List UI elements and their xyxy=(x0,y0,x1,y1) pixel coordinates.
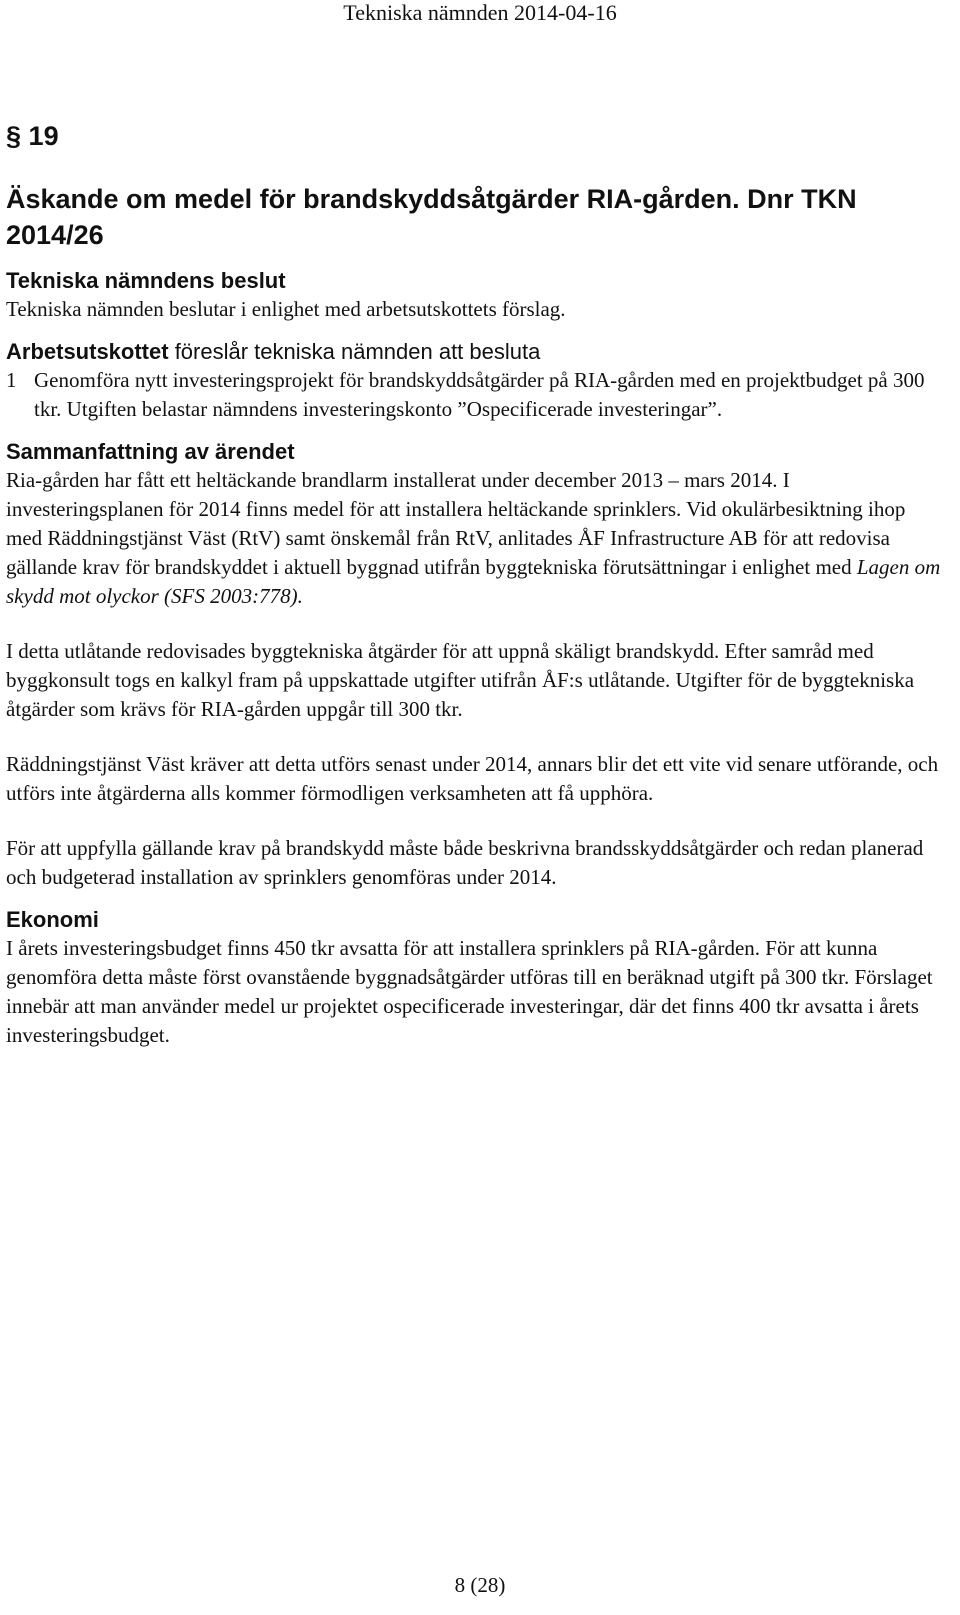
proposal-item-number: 1 xyxy=(6,368,17,392)
proposal-item-text: Genomföra nytt investeringsprojekt för brandskyddsåtgärder på RIA-gården med en projektbudget på 300 tkr. Utgiften belastar nämndens investeringskonto ”Ospecificerade investeringar”. xyxy=(34,368,925,421)
summary-paragraph-1 xyxy=(6,466,946,611)
economy-text: I årets investeringsbudget finns 450 tkr avsatta för att installera sprinklers på RIA-gården. För att kunna genomföra detta måste först ovanstående byggnadsåtgärder utföras till en beräknad utgift på 300 tkr. Förslaget innebär att man använder medel ur projektet ospecificerade investeringar, där det finns 400 tkr avsatta i årets investeringsbudget. xyxy=(6,936,933,1047)
case-title: Äskande om medel för brandskyddsåtgärder RIA-gården. Dnr TKN 2014/26 xyxy=(6,184,857,250)
paragraph-symbol: § xyxy=(6,121,22,151)
document-body xyxy=(6,113,946,1050)
economy-heading: Ekonomi xyxy=(6,907,99,932)
proposal-heading-rest: föreslår tekniska nämnden att besluta xyxy=(168,339,541,364)
proposal-heading-bold: Arbetsutskottet xyxy=(6,339,169,364)
summary-p1-main: Ria-gården har fått ett heltäckande brandlarm installerat under december 2013 – mars 2014. I investeringsplanen för 2014 finns medel för att installera heltäckande sprinklers. Vid okulärbesiktning ihop med Räddningstjänst Väst (RtV) samt önskemål från RtV, anlitades ÅF Infrastructure AB för att redovisa gällande krav för brandskyddet i aktuell byggnad utifrån byggtekniska förutsättningar i enlighet med xyxy=(6,468,906,579)
page-number: 8 (28) xyxy=(454,1573,506,1597)
proposal-list-item xyxy=(6,366,946,424)
summary-paragraph-3: Räddningstjänst Väst kräver att detta utförs senast under 2014, annars blir det ett vite vid senare utförande, och utförs inte åtgärderna alls kommer förmodligen verksamheten att få upphöra. xyxy=(6,752,939,805)
page-header: Tekniska nämnden 2014-04-16 xyxy=(343,0,617,25)
summary-paragraph-2: I detta utlåtande redovisades byggtekniska åtgärder för att uppnå skäligt brandskydd. Efter samråd med byggkonsult togs en kalkyl fram på uppskattade utgifter utifrån ÅF:s utlåtande. Utgifter för de byggtekniska åtgärder som krävs för RIA-gården uppgår till 300 tkr. xyxy=(6,639,915,721)
summary-heading: Sammanfattning av ärendet xyxy=(6,439,295,464)
decision-text: Tekniska nämnden beslutar i enlighet med arbetsutskottets förslag. xyxy=(6,297,566,321)
decision-heading: Tekniska nämndens beslut xyxy=(6,268,286,293)
summary-paragraph-4: För att uppfylla gällande krav på brandskydd måste både beskrivna brandsskyddsåtgärder och redan planerad och budgeterad installation av sprinklers genomföras under 2014. xyxy=(6,836,924,889)
paragraph-number-value: 19 xyxy=(28,121,59,151)
proposal-heading xyxy=(6,338,946,366)
summary-p1-law-reference: Lagen om skydd mot olyckor (SFS 2003:778). xyxy=(6,555,941,608)
paragraph-number xyxy=(6,113,946,159)
